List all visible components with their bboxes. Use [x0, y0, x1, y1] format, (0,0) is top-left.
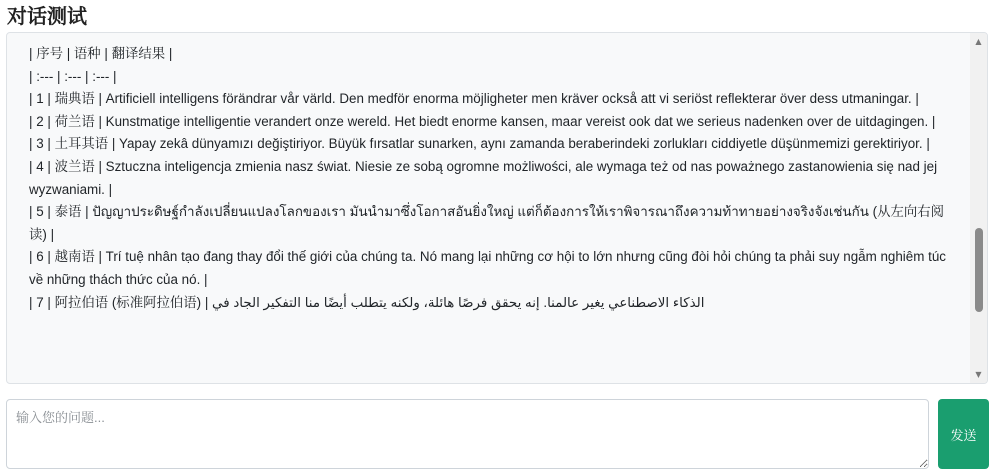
send-button[interactable]: 发送	[938, 399, 989, 469]
chat-line: | :--- | :--- | :--- |	[29, 68, 117, 84]
chat-line-partial	[29, 292, 950, 315]
chat-line: | 4 | 波兰语 | Sztuczna inteligencja zmienia nasz świat. Niesie ze sobą ogromne możliwości, ale wymaga też od nas poważnego zastanowienia się nad jej wyzwaniami. |	[29, 158, 938, 197]
question-input[interactable]	[6, 399, 929, 469]
chat-history-panel[interactable]	[6, 32, 988, 384]
chat-line-prefix: | 7 | 阿拉伯语 (标准阿拉伯语) |	[29, 294, 209, 310]
scrollbar-thumb[interactable]	[975, 228, 983, 312]
chat-line-arabic: الذكاء الاصطناعي يغير عالمنا. إنه يحقق فرصًا هائلة، ولكنه يتطلب أيضًا منا التفكير الجاد في	[212, 294, 705, 310]
chat-line: | 1 | 瑞典语 | Artificiell intelligens förändrar vår värld. Den medför enorma möjligheter men kräver också att vi seriöst reflekterar över dess utmaningar. |	[29, 91, 919, 107]
chat-line: | 3 | 土耳其语 | Yapay zekâ dünyamızı değiştiriyor. Büyük fırsatlar sunarken, aynı zamanda beraberindeki zorlukları ciddiyetle düşünmemizi gerektiriyor. |	[29, 136, 930, 152]
scroll-down-arrow-icon[interactable]: ▼	[975, 370, 982, 379]
page-title: 对话测试	[7, 4, 87, 28]
scroll-up-arrow-icon[interactable]: ▲	[975, 37, 982, 46]
chat-line: | 序号 | 语种 | 翻译结果 |	[29, 46, 173, 61]
chat-line: | 2 | 荷兰语 | Kunstmatige intelligentie verandert onze wereld. Het biedt enorme kansen, maar vereist ook dat we serieus nadenken over de uitdagingen. |	[29, 113, 936, 129]
chat-scrollbar[interactable]	[970, 33, 987, 383]
chat-line: | 6 | 越南语 | Trí tuệ nhân tạo đang thay đổi thế giới của chúng ta. Nó mang lại những cơ hội to lớn nhưng cũng đòi hỏi chúng ta phải suy ngẫm nghiêm túc về những thách thức của nó. |	[29, 249, 946, 287]
chat-message	[7, 33, 970, 383]
chat-line: | 5 | 泰语 | ปัญญาประดิษฐ์กำลังเปลี่ยนแปลงโลกของเรา มันนำมาซึ่งโอกาสอันยิ่งใหญ่ แต่ก็ต้องการให้เราพิจารณาถึงความท้าทายอย่างจริงจังเช่นกัน (从左向右阅读) |	[29, 204, 945, 242]
